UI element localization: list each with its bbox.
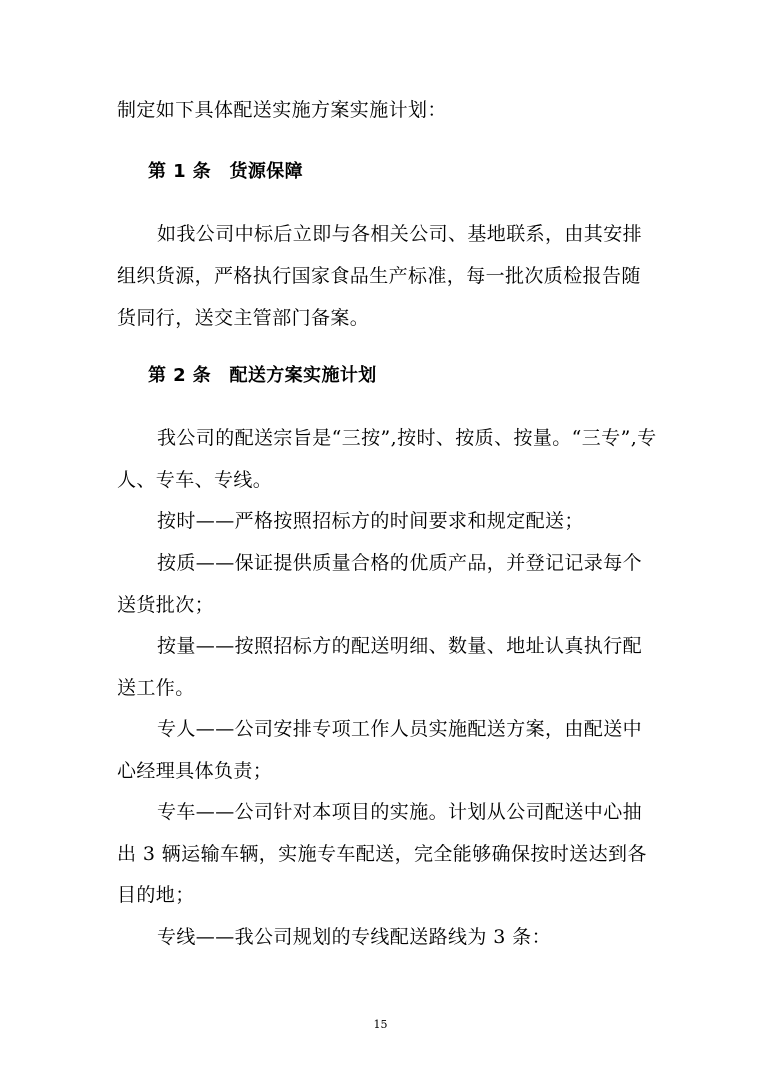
article-2-line-12: 目的地； [117, 884, 195, 906]
article-2-line-10: 专车——公司针对本项目的实施。计划从公司配送中心抽 [157, 801, 643, 823]
article-1-line-1: 如我公司中标后立即与各相关公司、基地联系，由其安排 [157, 223, 643, 245]
article-1-line-2: 组织货源，严格执行国家食品生产标准，每一批次质检报告随 [117, 265, 641, 287]
article-2-line-7: 送工作。 [117, 677, 195, 699]
article-2-line-9: 心经理具体负责； [117, 760, 273, 782]
article-2-line-8: 专人——公司安排专项工作人员实施配送方案，由配送中 [157, 718, 643, 740]
article-2-line-4: 按质——保证提供质量合格的优质产品，并登记记录每个 [157, 552, 643, 574]
article-2-line-6: 按量——按照招标方的配送明细、数量、地址认真执行配 [157, 635, 643, 657]
article-2-line-1: 我公司的配送宗旨是“三按”,按时、按质、按量。“三专”,专 [157, 427, 657, 449]
article-2-line-3: 按时——严格按照招标方的时间要求和规定配送； [157, 510, 584, 532]
article-1-line-3: 货同行，送交主管部门备案。 [117, 307, 370, 329]
intro-paragraph: 制定如下具体配送实施方案实施计划： [117, 99, 447, 121]
article-2-line-5: 送货批次； [117, 594, 215, 616]
article-2-line-2: 人、专车、专线。 [117, 469, 273, 491]
article-2-line-11: 出 3 辆运输车辆，实施专车配送，完全能够确保按时送达到各 [117, 843, 647, 865]
article-2-line-13: 专线——我公司规划的专线配送路线为 3 条： [157, 926, 551, 948]
page-number: 15 [373, 1018, 388, 1031]
article-1-heading: 第 1 条 货源保障 [148, 161, 304, 182]
article-2-heading: 第 2 条 配送方案实施计划 [148, 365, 377, 386]
